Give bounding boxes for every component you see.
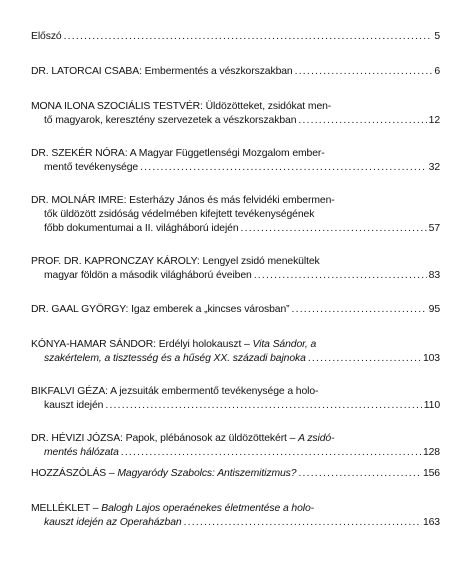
dot-leader bbox=[298, 114, 426, 128]
toc-entry-title bbox=[44, 222, 239, 236]
toc-entry[interactable] bbox=[31, 432, 440, 460]
page-number: 6 bbox=[434, 66, 440, 77]
toc-title-text: DR. MOLNÁR IMRE: Esterházy János és más felvidéki embermen- bbox=[31, 195, 335, 206]
toc-entry-title bbox=[44, 399, 103, 413]
dot-leader bbox=[292, 303, 427, 317]
toc-entry[interactable] bbox=[31, 65, 440, 79]
toc-title-text: mentő tevékenysége bbox=[44, 162, 139, 173]
toc-entry-line bbox=[31, 208, 440, 222]
toc-entry-line bbox=[31, 502, 440, 516]
toc-entry-title bbox=[44, 114, 296, 128]
toc-entry-line bbox=[31, 399, 440, 413]
dot-leader bbox=[121, 446, 421, 460]
toc-entry-line bbox=[31, 269, 440, 283]
toc-entry[interactable] bbox=[31, 467, 440, 481]
toc-entry-title bbox=[31, 385, 318, 399]
toc-entry-line bbox=[31, 222, 440, 236]
toc-title-italic: A zsidó- bbox=[298, 433, 335, 444]
toc-entry[interactable] bbox=[31, 303, 440, 317]
toc-title-italic: Balogh Lajos operaénekes életmentése a holo- bbox=[101, 503, 315, 514]
toc-entry-line bbox=[31, 147, 440, 161]
toc-title-text: BIKFALVI GÉZA: A jezsuiták embermentő tevékenysége a holo- bbox=[31, 386, 319, 397]
page-number: 110 bbox=[423, 400, 440, 411]
toc-entry[interactable] bbox=[31, 502, 440, 530]
toc-entry-line bbox=[31, 114, 440, 128]
toc-entry[interactable] bbox=[31, 194, 440, 236]
page-number: 95 bbox=[428, 304, 440, 315]
dot-leader bbox=[184, 516, 421, 530]
toc-entry[interactable] bbox=[31, 385, 440, 413]
page-number: 5 bbox=[434, 31, 440, 42]
toc-entry[interactable] bbox=[31, 147, 440, 175]
toc-title-text: DR. LATORCAI CSABA: Embermentés a vészkorszakban bbox=[31, 66, 293, 77]
toc-entry[interactable] bbox=[31, 255, 440, 283]
page-number: 57 bbox=[428, 223, 440, 234]
dot-leader bbox=[254, 269, 427, 283]
toc-entry-line bbox=[31, 516, 440, 530]
toc-entry-line bbox=[31, 194, 440, 208]
toc-entry-line bbox=[31, 161, 440, 175]
toc-entry-title bbox=[31, 100, 331, 114]
toc-title-text: tők üldözött zsidóság védelmében kifejtett tevékenységének bbox=[44, 209, 315, 220]
toc-entry-title bbox=[44, 269, 252, 283]
toc-entry-line bbox=[31, 446, 440, 460]
page-number: 163 bbox=[422, 517, 440, 528]
toc-entry-line bbox=[31, 30, 440, 44]
toc-title-text: Előszó bbox=[31, 31, 62, 42]
toc-entry-line bbox=[31, 432, 440, 446]
toc-title-text: PROF. DR. KAPRONCZAY KÁROLY: Lengyel zsidó menekültek bbox=[31, 256, 320, 267]
toc-entry-title bbox=[31, 255, 320, 269]
toc-entry-title bbox=[31, 30, 62, 44]
toc-entry-line bbox=[31, 100, 440, 114]
toc-entry-title bbox=[31, 432, 334, 446]
toc-entry-line bbox=[31, 338, 440, 352]
toc-entry-line bbox=[31, 467, 440, 481]
toc-title-text: magyar földön a második világháború éveiben bbox=[44, 270, 252, 281]
toc-entry[interactable] bbox=[31, 338, 440, 366]
toc-title-text: MELLÉKLET – bbox=[31, 503, 102, 514]
toc-title-italic: kauszt idején az Operaházban bbox=[44, 517, 182, 528]
toc-title-text: DR. GAAL GYÖRGY: Igaz emberek a „kincses városban” bbox=[31, 304, 290, 315]
toc-title-italic: mentés hálózata bbox=[44, 447, 119, 458]
dot-leader bbox=[308, 352, 421, 366]
toc-entry-line bbox=[31, 303, 440, 317]
toc-title-text: főbb dokumentumai a II. világháború idején bbox=[44, 223, 239, 234]
toc-title-text: tő magyarok, keresztény szervezetek a vészkorszakban bbox=[44, 115, 297, 126]
dot-leader bbox=[298, 467, 421, 481]
toc-entry-line bbox=[31, 65, 440, 79]
toc-entry[interactable] bbox=[31, 30, 440, 44]
page-number: 103 bbox=[422, 353, 440, 364]
page-number: 12 bbox=[428, 115, 440, 126]
toc-title-italic: Magyaródy Szabolcs: Antiszemitizmus? bbox=[117, 468, 297, 479]
dot-leader bbox=[295, 65, 433, 79]
page-number: 83 bbox=[428, 270, 440, 281]
toc-title-text: DR. SZEKÉR NÓRA: A Magyar Függetlenségi Mozgalom ember- bbox=[31, 148, 325, 159]
toc-title-text: HOZZÁSZÓLÁS – bbox=[31, 468, 118, 479]
toc-title-text: DR. HÉVIZI JÓZSA: Papok, plébánosok az üldözöttekért – bbox=[31, 433, 299, 444]
toc-entry-title bbox=[44, 446, 119, 460]
toc-entry-title bbox=[31, 194, 335, 208]
toc-entry[interactable] bbox=[31, 100, 440, 128]
toc-entry-title bbox=[44, 516, 182, 530]
page-number: 156 bbox=[422, 468, 440, 479]
toc-title-text: KÓNYA-HAMAR SÁNDOR: Erdélyi holokauszt – bbox=[31, 339, 253, 350]
toc-entry-title bbox=[31, 65, 293, 79]
toc-entry-title bbox=[31, 338, 316, 352]
toc-entry-title bbox=[31, 147, 325, 161]
page-number: 128 bbox=[422, 447, 440, 458]
toc-title-italic: szakértelem, a tisztesség és a hűség XX. századi bajnoka bbox=[44, 353, 306, 364]
dot-leader bbox=[140, 161, 427, 175]
toc-title-text: MONA ILONA SZOCIÁLIS TESTVÉR: Üldözötteket, zsidókat men- bbox=[31, 101, 332, 112]
toc-entry-title bbox=[31, 303, 290, 317]
toc-entry-line bbox=[31, 255, 440, 269]
toc-entry-line bbox=[31, 385, 440, 399]
dot-leader bbox=[64, 30, 433, 44]
toc-entry-title bbox=[44, 208, 314, 222]
toc-entry-title bbox=[31, 502, 314, 516]
toc-entry-title bbox=[44, 352, 306, 366]
toc-title-italic: Vita Sándor, a bbox=[252, 339, 317, 350]
toc-entry-line bbox=[31, 352, 440, 366]
toc-title-text: kauszt idején bbox=[44, 400, 104, 411]
dot-leader bbox=[241, 222, 427, 236]
page-number: 32 bbox=[428, 162, 440, 173]
toc-entry-title bbox=[44, 161, 138, 175]
dot-leader bbox=[105, 399, 421, 413]
toc-entry-title bbox=[31, 467, 296, 481]
